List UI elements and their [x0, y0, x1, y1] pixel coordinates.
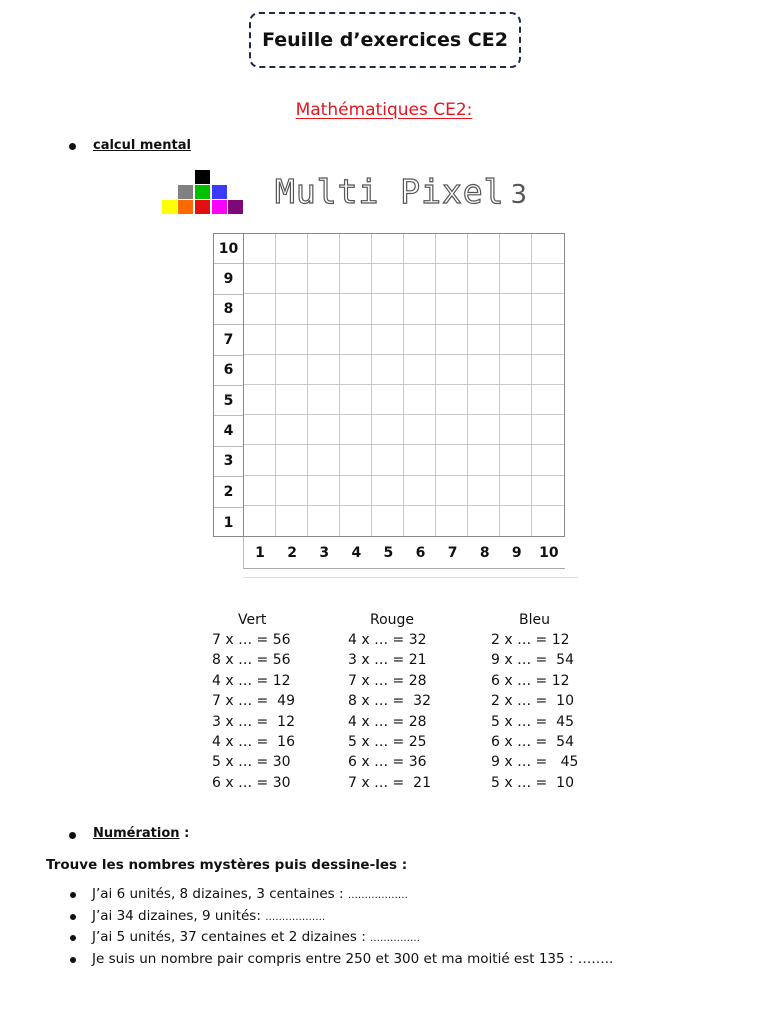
grid-cell: [372, 415, 404, 445]
multiplication-line: 9 x … = 45: [491, 754, 579, 771]
row-label: 5: [214, 386, 243, 416]
grid-cell: [340, 294, 372, 324]
grid-cell: [500, 325, 532, 355]
pixel: [178, 200, 193, 214]
column-label: 7: [447, 544, 458, 561]
grid-cell: [244, 325, 276, 355]
bullet-icon: [69, 832, 76, 839]
column-labels: [243, 537, 565, 569]
multiplication-line: 5 x … = 30: [212, 754, 291, 771]
grid-cell: [244, 415, 276, 445]
bullet-icon: [69, 143, 76, 150]
grid-cell: [468, 264, 500, 294]
multiplication-line: 4 x … = 12: [212, 672, 291, 689]
answer-blank: ……..: [577, 950, 614, 967]
grid-cell: [468, 445, 500, 475]
row-label: 4: [214, 416, 243, 446]
grid-cell: [244, 476, 276, 506]
grid-cell: [308, 415, 340, 445]
item-text: J’ai 34 dizaines, 9 unités:: [92, 907, 266, 924]
list-item: [70, 886, 613, 908]
grid-cell: [276, 294, 308, 324]
bullet-icon: [70, 892, 76, 898]
grid-cell: [468, 355, 500, 385]
grid-cell: [436, 325, 468, 355]
multiplication-line: 9 x … = 54: [491, 652, 574, 669]
calcul-mental-heading: calcul mental: [93, 138, 191, 153]
exercise-column-bleu: [491, 612, 591, 795]
multiplication-line: 6 x … = 12: [491, 672, 570, 689]
multiplication-line: 8 x … = 56: [212, 652, 291, 669]
grid-cell: [532, 294, 564, 324]
grid-cell: [404, 264, 436, 294]
grid-cell: [500, 264, 532, 294]
item-text: Je suis un nombre pair compris entre 250 et 300 et ma moitié est 135 :: [92, 950, 578, 967]
grid-cell: [244, 506, 276, 536]
grid-cell: [532, 234, 564, 264]
multiplication-line: 6 x … = 30: [212, 774, 291, 791]
grid-cell: [244, 294, 276, 324]
exercise-column-vert: [212, 612, 312, 795]
list-item: [70, 951, 613, 973]
row-label: 1: [223, 514, 234, 531]
multiplication-line: 5 x … = 45: [491, 713, 574, 730]
pixel: [212, 200, 227, 214]
column-label: 3: [319, 544, 330, 561]
multiplication-line: 7 x … = 28: [348, 672, 427, 689]
grid-cell: [404, 476, 436, 506]
grid-cell: [404, 445, 436, 475]
grid-cell: [468, 294, 500, 324]
item-text: J’ai 6 unités, 8 dizaines, 3 centaines :: [92, 886, 348, 902]
grid-cell: [404, 294, 436, 324]
grid-cell: [372, 355, 404, 385]
grid-cell: [372, 445, 404, 475]
pixel: [195, 170, 210, 184]
multiplication-line: 4 x … = 16: [212, 733, 295, 750]
grid-cell: [404, 355, 436, 385]
answer-blank: ……………: [370, 933, 421, 944]
column-heading: Bleu: [519, 612, 550, 628]
pixel: [178, 185, 193, 199]
numeration-heading: Numération: [93, 826, 180, 841]
multiplication-line: 7 x … = 49: [212, 693, 295, 710]
column-heading: Vert: [238, 612, 267, 628]
column-label: 2: [287, 544, 298, 561]
grid-cell: [372, 294, 404, 324]
row-labels: [213, 233, 243, 537]
grid-cell: [436, 476, 468, 506]
grid-cell: [340, 506, 372, 536]
row-label: 10: [214, 234, 243, 264]
grid-cell: [404, 385, 436, 415]
grid-cell: [308, 355, 340, 385]
grid-cell: [308, 294, 340, 324]
logo-title: [275, 172, 528, 211]
grid-cell: [468, 385, 500, 415]
grid-cell: [340, 325, 372, 355]
grid-cell: [500, 476, 532, 506]
row-label: 7: [214, 325, 243, 355]
grid-cell: [532, 264, 564, 294]
column-label: 1: [255, 544, 265, 561]
grid-cell: [372, 506, 404, 536]
grid-cell: [340, 234, 372, 264]
grid-cell: [340, 385, 372, 415]
grid-cell: [340, 476, 372, 506]
grid-cell: [500, 234, 532, 264]
grid-cell: [372, 385, 404, 415]
grid-cell: [372, 234, 404, 264]
grid-cell: [500, 355, 532, 385]
multiplication-line: 7 x … = 56: [212, 632, 291, 648]
list-item: [70, 908, 613, 930]
pixel: [195, 185, 210, 199]
column-label: 4: [351, 544, 362, 561]
worksheet-title: Feuille d’exercices CE2: [249, 12, 521, 68]
bullet-icon: [70, 914, 76, 920]
grid-cell: [532, 415, 564, 445]
subject-heading: Mathématiques CE2:: [295, 100, 473, 120]
column-label: 6: [415, 544, 426, 561]
grid-cell: [372, 325, 404, 355]
multiplication-line: 5 x … = 10: [491, 774, 574, 791]
grid-cell: [500, 294, 532, 324]
numeration-instruction: Trouve les nombres mystères puis dessine-les :: [46, 857, 408, 873]
grid-cell: [468, 325, 500, 355]
row-label: 6: [214, 356, 243, 386]
column-label: 8: [479, 544, 490, 561]
row-label: 2: [214, 477, 243, 507]
multiplication-line: 3 x … = 21: [348, 652, 427, 669]
multiplication-line: 2 x … = 12: [491, 632, 570, 648]
grid-cell: [244, 264, 276, 294]
grid-cell: [340, 415, 372, 445]
grid-cell: [500, 506, 532, 536]
numeration-colon: :: [179, 826, 190, 841]
grid-cell: [276, 506, 308, 536]
grid-cell: [244, 234, 276, 264]
grid-cell: [244, 445, 276, 475]
grid-cells: [243, 233, 565, 537]
grid-cell: [308, 506, 340, 536]
row-label: 9: [214, 264, 243, 294]
grid-cell: [276, 445, 308, 475]
grid-cell: [532, 445, 564, 475]
grid-cell: [308, 325, 340, 355]
multiplication-line: 4 x … = 32: [348, 632, 427, 648]
grid-cell: [436, 234, 468, 264]
grid-cell: [404, 506, 436, 536]
grid-cell: [244, 355, 276, 385]
multiplication-line: 6 x … = 54: [491, 733, 574, 750]
grid-cell: [500, 415, 532, 445]
grid-cell: [340, 445, 372, 475]
grid-cell: [340, 355, 372, 385]
multiplication-line: 6 x … = 36: [348, 754, 427, 771]
column-label: 5: [383, 544, 394, 561]
grid-cell: [404, 234, 436, 264]
column-label: 9: [511, 544, 522, 561]
grid-cell: [532, 506, 564, 536]
column-heading: Rouge: [370, 612, 415, 628]
grid-cell: [468, 506, 500, 536]
grid-cell: [276, 476, 308, 506]
grid-cell: [244, 385, 276, 415]
grid-cell: [276, 385, 308, 415]
grid-cell: [500, 445, 532, 475]
list-item: [70, 929, 613, 951]
grid-cell: [276, 355, 308, 385]
exercise-column-rouge: [348, 612, 448, 795]
bullet-icon: [70, 935, 76, 941]
multiplication-line: 2 x … = 10: [491, 693, 574, 710]
grid-cell: [532, 325, 564, 355]
logo-number: 3: [510, 180, 529, 210]
grid-cell: [436, 355, 468, 385]
grid-cell: [308, 476, 340, 506]
grid-cell: [308, 445, 340, 475]
grid-cell: [276, 264, 308, 294]
pixel: [212, 185, 227, 199]
grid-cell: [436, 506, 468, 536]
grid-cell: [436, 385, 468, 415]
grid-cell: [276, 415, 308, 445]
multiplication-line: 4 x … = 28: [348, 713, 427, 730]
grid-cell: [468, 415, 500, 445]
grid-cell: [436, 415, 468, 445]
numeration-heading-row: [93, 826, 189, 841]
column-label: 10: [539, 544, 559, 561]
answer-blank: ………………: [347, 890, 408, 901]
row-label: 3: [214, 447, 243, 477]
grid-cell: [500, 385, 532, 415]
answer-blank: ………………: [265, 911, 326, 923]
bullet-icon: [70, 957, 76, 963]
grid-cell: [468, 476, 500, 506]
grid-cell: [276, 325, 308, 355]
grid-cell: [436, 445, 468, 475]
grid-cell: [404, 325, 436, 355]
grid-cell: [404, 415, 436, 445]
grid-cell: [308, 234, 340, 264]
multiplication-line: 8 x … = 32: [348, 693, 431, 710]
grid-cell: [308, 264, 340, 294]
pixel: [195, 200, 210, 214]
multiplication-line: 5 x … = 25: [348, 733, 427, 750]
grid-cell: [276, 234, 308, 264]
grid-cell: [436, 264, 468, 294]
logo-text: Multi Pixel: [275, 172, 505, 211]
grid-cell: [532, 476, 564, 506]
grid-cell: [340, 264, 372, 294]
grid-cell: [532, 355, 564, 385]
divider: [243, 577, 578, 578]
multiplication-line: 3 x … = 12: [212, 713, 295, 730]
grid-cell: [308, 385, 340, 415]
pixel: [162, 200, 177, 214]
grid-cell: [436, 294, 468, 324]
grid-cell: [532, 385, 564, 415]
item-text: J’ai 5 unités, 37 centaines et 2 dizaines :: [92, 929, 371, 945]
grid-cell: [372, 264, 404, 294]
grid-cell: [372, 476, 404, 506]
grid-cell: [468, 234, 500, 264]
multiplication-line: 7 x … = 21: [348, 774, 431, 791]
mystery-number-list: [70, 886, 613, 972]
pixel: [228, 200, 243, 214]
row-label: 8: [214, 295, 243, 325]
